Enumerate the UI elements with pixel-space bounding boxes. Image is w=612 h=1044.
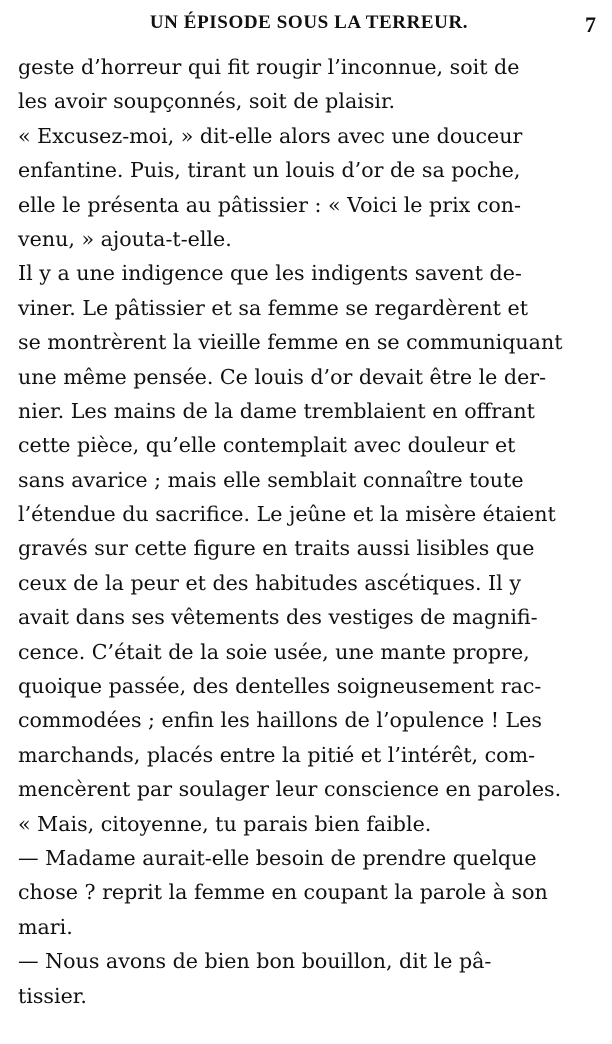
text-line: enfantine. Puis, tirant un louis d’or de sa poche, xyxy=(18,158,521,183)
paragraph-3 xyxy=(18,256,602,806)
text-line: avait dans ses vêtements des vestiges de magnifi- xyxy=(18,605,538,630)
text-line: geste d’horreur qui fit rougir l’inconnue, soit de xyxy=(18,55,520,79)
body-text xyxy=(18,50,602,1013)
text-line: nier. Les mains de la dame tremblaient en offrant xyxy=(18,398,535,423)
text-line: sans avarice ; mais elle semblait connaître toute xyxy=(18,467,524,492)
text-line: l’étendue du sacrifice. Le jeûne et la misère étaient xyxy=(18,502,556,527)
page-number: 7 xyxy=(585,12,596,37)
text-line: elle le présenta au pâtissier : « Voici le prix con- xyxy=(18,192,521,217)
paragraph-4 xyxy=(18,807,602,841)
text-line: « Mais, citoyenne, tu parais bien faible. xyxy=(18,811,432,836)
text-line: une même pensée. Ce louis d’or devait être le der- xyxy=(18,364,547,389)
text-line: — Nous avons de bien bon bouillon, dit le pâ- xyxy=(18,949,492,974)
paragraph-6 xyxy=(18,944,602,1013)
paragraph-1 xyxy=(18,50,602,119)
paragraph-5 xyxy=(18,841,602,944)
text-line: commodées ; enfin les haillons de l’opulence ! Les xyxy=(18,708,542,733)
text-line: marchands, placés entre la pitié et l’intérêt, com- xyxy=(18,742,536,767)
paragraph-2 xyxy=(18,119,602,257)
text-line: mencèrent par soulager leur conscience en paroles. xyxy=(18,777,562,802)
running-title: UN ÉPISODE SOUS LA TERREUR. xyxy=(149,12,469,33)
text-line: quoique passée, des dentelles soigneusement rac- xyxy=(18,674,542,699)
text-line: cette pièce, qu’elle contemplait avec douleur et xyxy=(18,433,516,458)
text-line: chose ? reprit la femme en coupant la parole à son xyxy=(18,880,548,905)
text-line: viner. Le pâtissier et sa femme se regardèrent et xyxy=(18,295,528,320)
text-line: mari. xyxy=(18,914,73,939)
text-line: gravés sur cette figure en traits aussi lisibles que xyxy=(18,536,535,561)
text-line: se montrèrent la vieille femme en se communiquant xyxy=(18,330,563,355)
text-line: ceux de la peur et des habitudes ascétiques. Il y xyxy=(18,570,521,595)
text-line: Il y a une indigence que les indigents savent de- xyxy=(18,261,522,286)
text-line: les avoir soupçonnés, soit de plaisir. xyxy=(18,89,396,114)
text-line: cence. C’était de la soie usée, une mante propre, xyxy=(18,639,530,664)
text-line: tissier. xyxy=(18,983,87,1008)
text-line: venu, » ajouta-t-elle. xyxy=(18,226,232,251)
text-line: — Madame aurait-elle besoin de prendre quelque xyxy=(18,845,537,870)
text-line: « Excusez-moi, » dit-elle alors avec une douceur xyxy=(18,123,523,148)
page-header xyxy=(18,12,600,42)
